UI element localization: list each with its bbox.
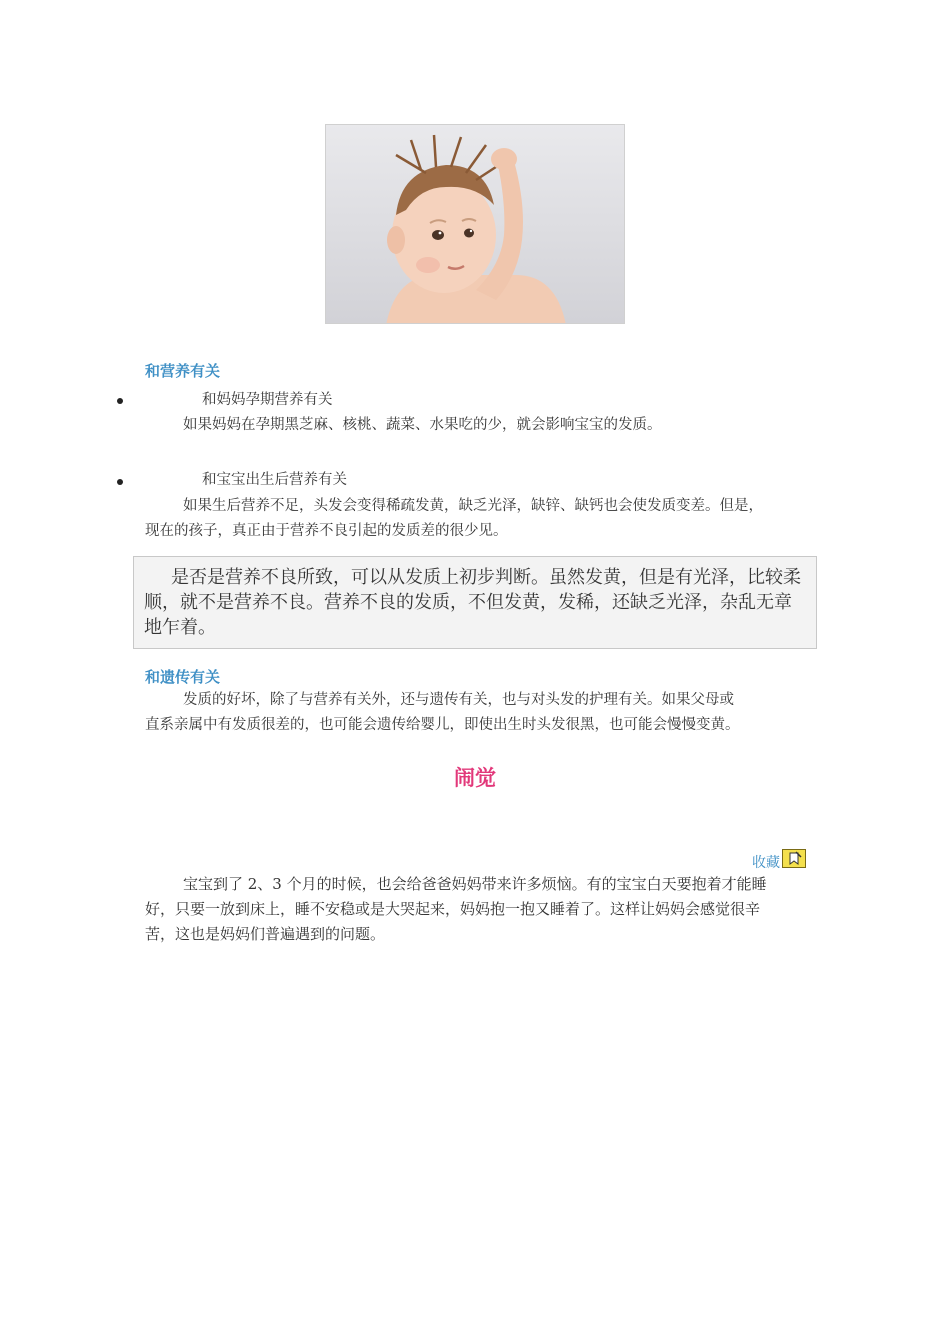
bullet-title: 和宝宝出生后营养有关 bbox=[202, 472, 347, 488]
bookmark-icon-glyph bbox=[783, 850, 805, 867]
sleep-line: 宝宝到了 2、3 个月的时候，也会给爸爸妈妈带来许多烦恼。有的宝宝白天要抱着才能睡 bbox=[183, 875, 767, 893]
baby-illustration bbox=[326, 125, 625, 324]
baby-photo bbox=[325, 124, 625, 324]
heading-nutrition: 和营养有关 bbox=[145, 362, 221, 380]
sleep-line: 苦，这也是妈妈们普遍遇到的问题。 bbox=[145, 925, 386, 943]
note-text: 是否是营养不良所致，可以从发质上初步判断。虽然发黄，但是有光泽，比较柔顺，就不是营养不良。营养不良的发质，不但发黄，发稀，还缺乏光泽，杂乱无章地乍着。 bbox=[144, 567, 801, 638]
bookmark-icon[interactable] bbox=[782, 849, 806, 868]
heredity-line: 发质的好坏，除了与营养有关外，还与遗传有关，也与对头发的护理有关。如果父母或 bbox=[183, 692, 734, 708]
favorite-link[interactable]: 收藏 bbox=[752, 855, 780, 871]
bullet-dot bbox=[117, 479, 123, 485]
sleep-line: 好，只要一放到床上，睡不安稳或是大哭起来，妈妈抱一抱又睡着了。这样让妈妈会感觉很辛 bbox=[145, 900, 761, 918]
note-box bbox=[133, 556, 817, 649]
bullet-body: 如果妈妈在孕期黑芝麻、核桃、蔬菜、水果吃的少，就会影响宝宝的发质。 bbox=[183, 417, 662, 433]
bullet-body-line: 如果生后营养不足，头发会变得稀疏发黄，缺乏光泽，缺锌、缺钙也会使发质变差。但是， bbox=[183, 498, 763, 514]
section-title-sleep: 闹觉 bbox=[454, 766, 496, 790]
bullet-title: 和妈妈孕期营养有关 bbox=[202, 392, 333, 408]
bullet-dot bbox=[117, 398, 123, 404]
heading-heredity: 和遗传有关 bbox=[145, 668, 221, 686]
heredity-line: 直系亲属中有发质很差的，也可能会遗传给婴儿，即使出生时头发很黑，也可能会慢慢变黄。 bbox=[145, 717, 740, 733]
bullet-body-line: 现在的孩子，真正由于营养不良引起的发质差的很少见。 bbox=[145, 523, 508, 539]
